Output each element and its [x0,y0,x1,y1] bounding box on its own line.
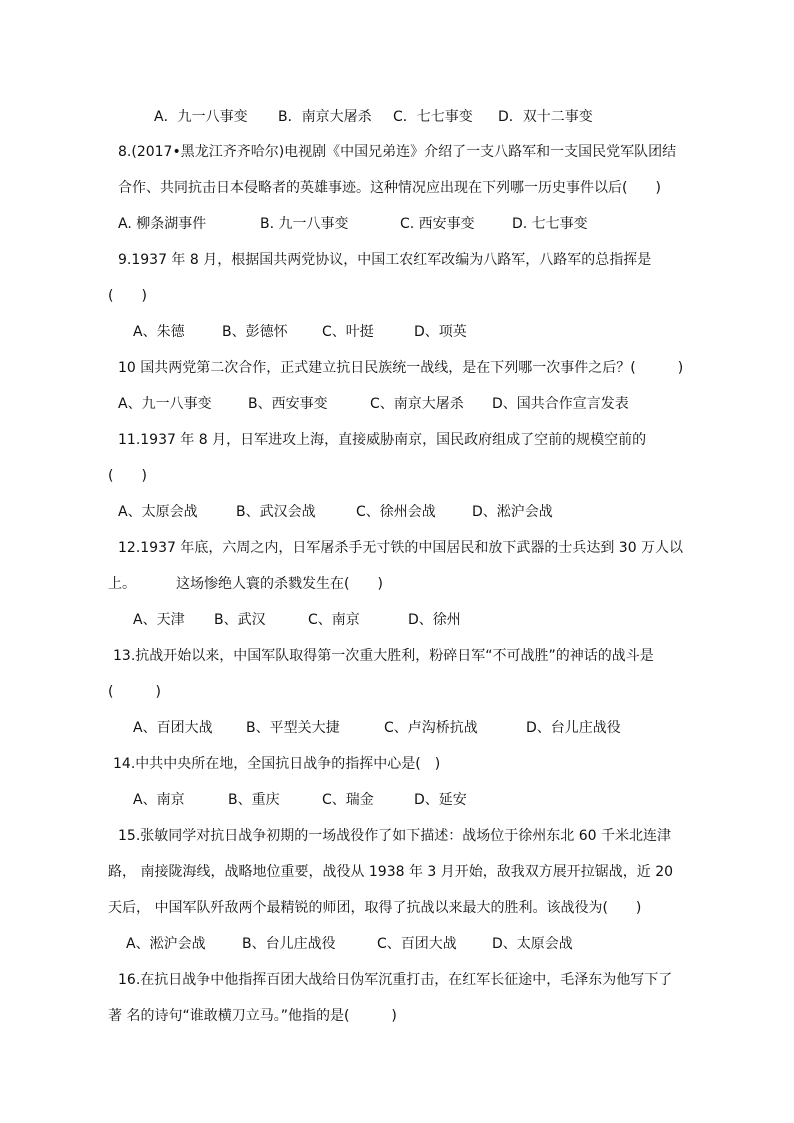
q10-stem-line1: 10 国共两党第二次合作，正式建立抗日民族统一战线，是在下列哪一次事件之后？( ) [118,360,684,376]
q12-option-c: C、南京 [308,612,360,628]
q9-stem-line1: 9.1937 年 8 月，根据国共两党协议，中国工农红军改编为八路军，八路军的总指挥是 [118,252,652,268]
q9-option-c: C、叶挺 [322,324,374,340]
q11-option-b: B、武汉会战 [236,504,316,520]
q9-option-d: D、项英 [414,324,467,340]
q12-stem-line2a: 上。 [108,576,136,592]
q15-stem-line2: 路， 南接陇海线，战略地位重要，战役从 1938 年 3 月开始，敌我双方展开拉锯战，近 20 [108,864,674,880]
q13-option-b: B、平型关大捷 [246,720,340,736]
q12-option-b: B、武汉 [214,612,266,628]
q7-option-d: D．双十二事变 [498,109,593,125]
q13-stem-line2: ( ) [108,684,161,700]
q12-stem-line2b: 这场惨绝人寰的杀戮发生在( ) [176,576,383,592]
q10-option-b: B、西安事变 [248,396,328,412]
q13-option-a: A、百团大战 [133,720,213,736]
q11-option-c: C、徐州会战 [356,504,436,520]
q14-option-c: C、瑞金 [322,792,374,808]
q15-option-b: B、台儿庄战役 [242,936,336,952]
q15-stem-line1: 15.张敏同学对抗日战争初期的一场战役作了如下描述：战场位于徐州东北 60 千米北连津 [118,828,671,844]
q7-option-c: C．七七事变 [393,109,473,125]
q11-option-d: D、淞沪会战 [472,504,553,520]
q7-option-a: A．九一八事变 [154,109,248,125]
q9-option-b: B、彭德怀 [222,324,288,340]
q10-option-d: D、国共合作宣言发表 [492,396,629,412]
q8-option-a: A. 柳条湖事件 [118,216,207,232]
q11-option-a: A、太原会战 [118,504,198,520]
q11-stem-line2: ( ) [108,468,147,484]
q15-stem-line3: 天后， 中国军队歼敌两个最精锐的师团，取得了抗战以来最大的胜利。该战役为( ) [108,900,642,916]
q13-stem-line1: 13.抗战开始以来，中国军队取得第一次重大胜利，粉碎日军“不可战胜”的神话的战斗是 [113,648,654,664]
q12-stem-line1: 12.1937 年底，六周之内，日军屠杀手无寸铁的中国居民和放下武器的士兵达到 30 万人以 [118,540,684,556]
q8-option-b: B. 九一八事变 [260,216,349,232]
q10-option-c: C、南京大屠杀 [370,396,464,412]
q9-option-a: A、朱德 [133,324,185,340]
q12-option-a: A、天津 [133,612,185,628]
q16-stem-line1: 16.在抗日战争中他指挥百团大战给日伪军沉重打击，在红军长征途中，毛泽东为他写下了 [118,972,673,988]
q15-option-a: A、淞沪会战 [126,936,206,952]
q15-option-c: C、百团大战 [377,936,457,952]
q15-option-d: D、太原会战 [492,936,573,952]
q8-stem-line1: 8.(2017•黑龙江齐齐哈尔)电视剧《中国兄弟连》介绍了一支八路军和一支国民党军队团结 [118,144,677,160]
q10-option-a: A、九一八事变 [118,396,212,412]
q12-option-d: D、徐州 [408,612,461,628]
q8-option-c: C. 西安事变 [400,216,475,232]
q8-stem-line2: 合作、共同抗击日本侵略者的英雄事迹。这种情况应出现在下列哪一历史事件以后( ) [118,180,661,196]
q14-option-a: A、南京 [133,792,185,808]
q8-option-d: D. 七七事变 [512,216,588,232]
q9-stem-line2: ( ) [108,288,147,304]
q7-option-b: B．南京大屠杀 [278,109,372,125]
q14-stem-line1: 14.中共中央所在地，全国抗日战争的指挥中心是( ) [113,756,441,772]
q14-option-b: B、重庆 [228,792,280,808]
q13-option-c: C、卢沟桥抗战 [384,720,478,736]
q13-option-d: D、台儿庄战役 [526,720,621,736]
q16-stem-line2: 著 名的诗句“谁敢横刀立马。”他指的是( ) [108,1008,397,1024]
q11-stem-line1: 11.1937 年 8 月，日军进攻上海，直接威胁南京，国民政府组成了空前的规模空前的 [118,432,647,448]
q14-option-d: D、延安 [414,792,467,808]
